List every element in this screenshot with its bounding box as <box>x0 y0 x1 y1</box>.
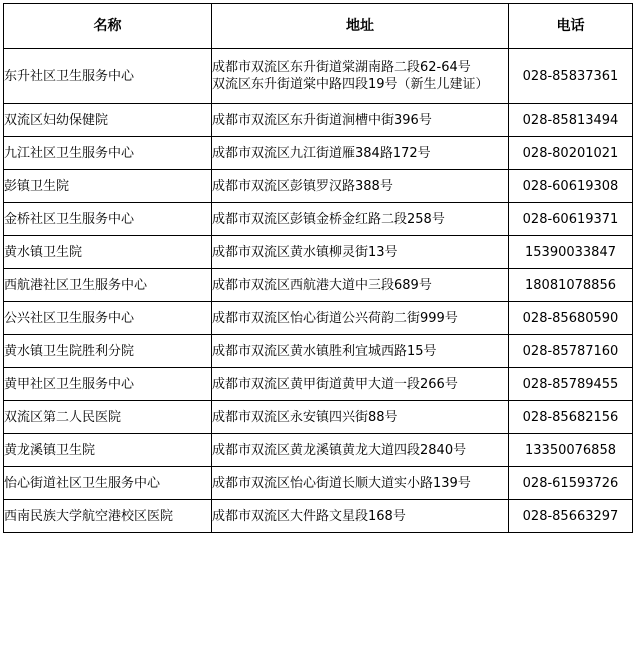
table-body <box>4 49 633 533</box>
table-row <box>4 302 633 335</box>
column-header-name: 名称 <box>4 4 212 49</box>
table-row <box>4 269 633 302</box>
cell-phone: 13350076858 <box>509 434 633 467</box>
table-row <box>4 170 633 203</box>
cell-address <box>212 335 509 368</box>
cell-address <box>212 104 509 137</box>
cell-name: 西航港社区卫生服务中心 <box>4 269 212 302</box>
cell-name: 西南民族大学航空港校区医院 <box>4 500 212 533</box>
cell-name: 黄甲社区卫生服务中心 <box>4 368 212 401</box>
address-line: 双流区东升街道棠中路四段19号（新生儿建证） <box>212 77 489 92</box>
cell-address <box>212 500 509 533</box>
cell-phone: 15390033847 <box>509 236 633 269</box>
address-line: 成都市双流区九江街道雁384路172号 <box>212 145 431 161</box>
address-line: 成都市双流区西航港大道中三段689号 <box>212 277 432 293</box>
cell-phone: 028-85682156 <box>509 401 633 434</box>
cell-address <box>212 434 509 467</box>
address-line: 成都市双流区怡心街道长顺大道实小路139号 <box>212 475 471 491</box>
cell-phone: 028-85680590 <box>509 302 633 335</box>
address-line: 成都市双流区大件路文星段168号 <box>212 508 406 524</box>
table-header-row <box>4 4 633 49</box>
cell-phone: 18081078856 <box>509 269 633 302</box>
cell-name: 金桥社区卫生服务中心 <box>4 203 212 236</box>
cell-phone: 028-85813494 <box>509 104 633 137</box>
cell-address <box>212 49 509 104</box>
cell-address <box>212 467 509 500</box>
address-line: 成都市双流区彭镇金桥金红路二段258号 <box>212 211 445 227</box>
table-row <box>4 203 633 236</box>
address-line: 成都市双流区黄甲街道黄甲大道一段266号 <box>212 376 458 392</box>
cell-name: 彭镇卫生院 <box>4 170 212 203</box>
cell-address <box>212 302 509 335</box>
clinic-contact-table <box>3 3 633 533</box>
table-row <box>4 335 633 368</box>
address-line: 成都市双流区黄水镇柳灵街13号 <box>212 244 398 260</box>
address-line: 成都市双流区怡心街道公兴荷韵二街999号 <box>212 310 458 326</box>
table-row <box>4 500 633 533</box>
cell-address <box>212 137 509 170</box>
cell-name: 东升社区卫生服务中心 <box>4 49 212 104</box>
cell-name: 双流区妇幼保健院 <box>4 104 212 137</box>
table-row <box>4 401 633 434</box>
table-row <box>4 104 633 137</box>
cell-phone: 028-85837361 <box>509 49 633 104</box>
cell-phone: 028-80201021 <box>509 137 633 170</box>
column-header-address: 地址 <box>212 4 509 49</box>
cell-name: 怡心街道社区卫生服务中心 <box>4 467 212 500</box>
cell-name: 公兴社区卫生服务中心 <box>4 302 212 335</box>
cell-address <box>212 203 509 236</box>
cell-name: 双流区第二人民医院 <box>4 401 212 434</box>
address-line: 成都市双流区黄龙溪镇黄龙大道四段2840号 <box>212 442 467 458</box>
address-line: 成都市双流区东升街道棠湖南路二段62-64号 <box>212 60 471 75</box>
cell-address <box>212 401 509 434</box>
cell-address <box>212 269 509 302</box>
cell-name: 黄水镇卫生院胜利分院 <box>4 335 212 368</box>
address-line: 成都市双流区黄水镇胜利宜城西路15号 <box>212 343 437 359</box>
cell-address <box>212 236 509 269</box>
table-row <box>4 368 633 401</box>
address-line: 成都市双流区永安镇四兴街88号 <box>212 409 398 425</box>
cell-phone: 028-85663297 <box>509 500 633 533</box>
table-row <box>4 467 633 500</box>
address-line: 成都市双流区东升街道涧槽中街396号 <box>212 112 432 128</box>
address-line: 成都市双流区彭镇罗汉路388号 <box>212 178 393 194</box>
cell-name: 九江社区卫生服务中心 <box>4 137 212 170</box>
table-row <box>4 49 633 104</box>
cell-phone: 028-85789455 <box>509 368 633 401</box>
cell-name: 黄龙溪镇卫生院 <box>4 434 212 467</box>
cell-phone: 028-60619308 <box>509 170 633 203</box>
cell-phone: 028-60619371 <box>509 203 633 236</box>
table-row <box>4 434 633 467</box>
document-sheet <box>0 3 636 652</box>
cell-phone: 028-85787160 <box>509 335 633 368</box>
cell-address <box>212 368 509 401</box>
column-header-phone: 电话 <box>509 4 633 49</box>
table-row <box>4 137 633 170</box>
table-row <box>4 236 633 269</box>
cell-address <box>212 170 509 203</box>
cell-name: 黄水镇卫生院 <box>4 236 212 269</box>
cell-phone: 028-61593726 <box>509 467 633 500</box>
